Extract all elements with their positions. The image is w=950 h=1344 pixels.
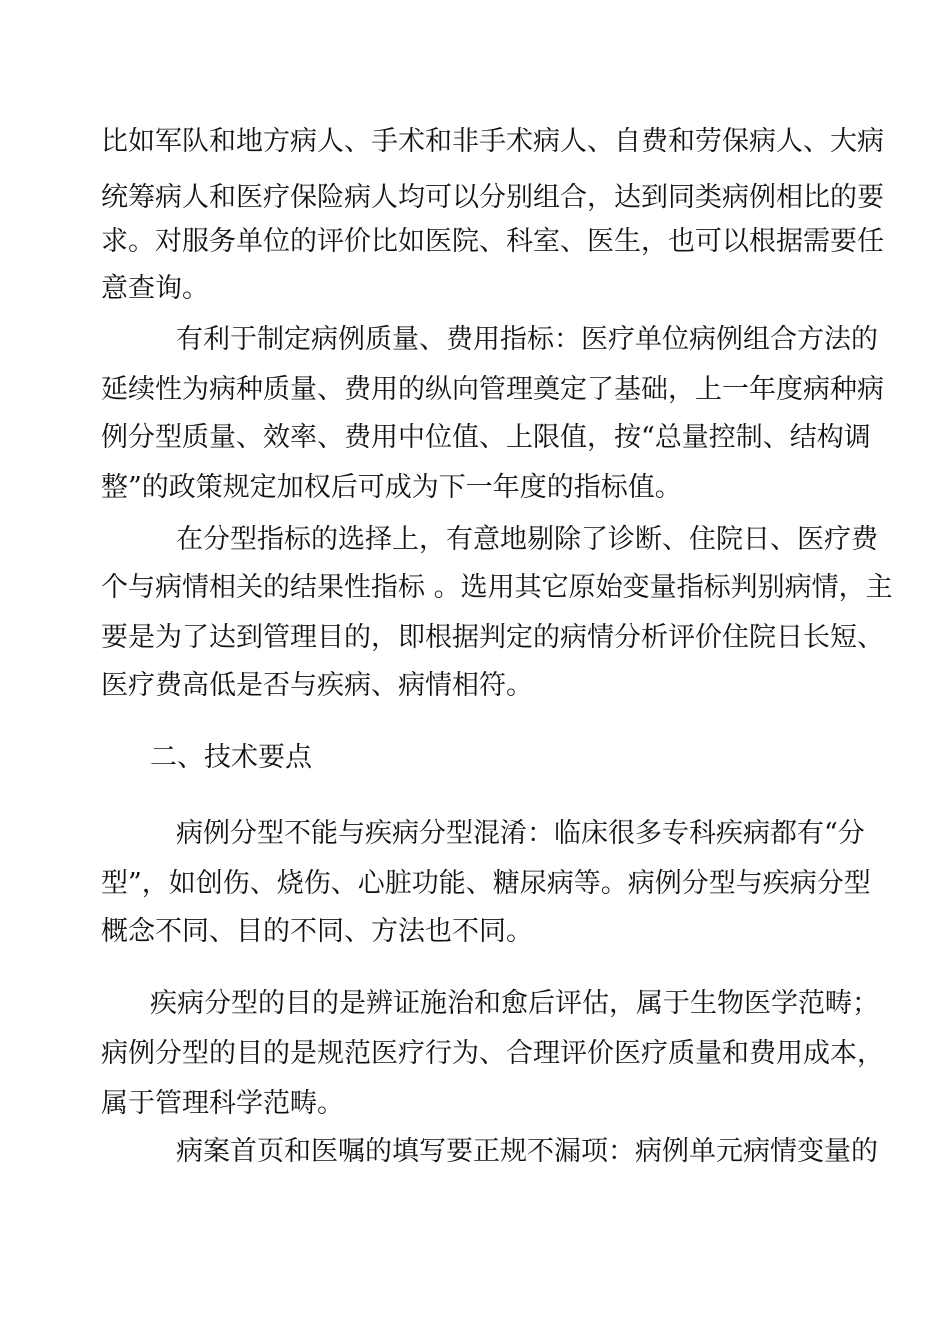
- paragraph-line: 延续性为病种质量、费用的纵向管理奠定了基础，上一年度病种病: [101, 374, 884, 405]
- paragraph-line: 病例分型不能与疾病分型混淆：临床很多专科疾病都有“分: [176, 818, 865, 849]
- paragraph-line: 统筹病人和医疗保险病人均可以分别组合，达到同类病例相比的要: [101, 182, 884, 213]
- paragraph-line: 疾病分型的目的是辨证施治和愈后评估，属于生物医学范畴；: [150, 988, 879, 1019]
- paragraph-line: 例分型质量、效率、费用中位值、上限值，按“总量控制、结构调: [101, 422, 871, 453]
- paragraph-line: 要是为了达到管理目的，即根据判定的病情分析评价住院日长短、: [101, 622, 884, 653]
- paragraph-line: 病例分型的目的是规范医疗行为、合理评价医疗质量和费用成本，: [101, 1038, 884, 1069]
- section-heading: 二、技术要点: [150, 742, 312, 773]
- paragraph-line: 意查询。: [101, 273, 209, 304]
- paragraph-line: 病案首页和医嘱的填写要正规不漏项：病例单元病情变量的: [176, 1136, 878, 1167]
- paragraph-line: 有利于制定病例质量、费用指标：医疗单位病例组合方法的: [176, 324, 878, 355]
- paragraph-line: 概念不同、目的不同、方法也不同。: [101, 916, 533, 947]
- paragraph-line: 在分型指标的选择上，有意地剔除了诊断、住院日、医疗费: [176, 524, 878, 555]
- paragraph-line: 属于管理科学范畴。: [101, 1088, 344, 1119]
- paragraph-line: 医疗费高低是否与疾病、病情相符。: [101, 670, 533, 701]
- paragraph-line: 型”，如创伤、烧伤、心脏功能、糖尿病等。病例分型与疾病分型: [101, 868, 871, 899]
- paragraph-line: 个与病情相关的结果性指标 。选用其它原始变量指标判别病情，主: [101, 572, 893, 603]
- paragraph-line: 求。对服务单位的评价比如医院、科室、医生，也可以根据需要任: [101, 226, 884, 257]
- paragraph-line: 比如军队和地方病人、手术和非手术病人、自费和劳保病人、大病: [101, 126, 884, 157]
- paragraph-line: 整”的政策规定加权后可成为下一年度的指标值。: [101, 472, 682, 503]
